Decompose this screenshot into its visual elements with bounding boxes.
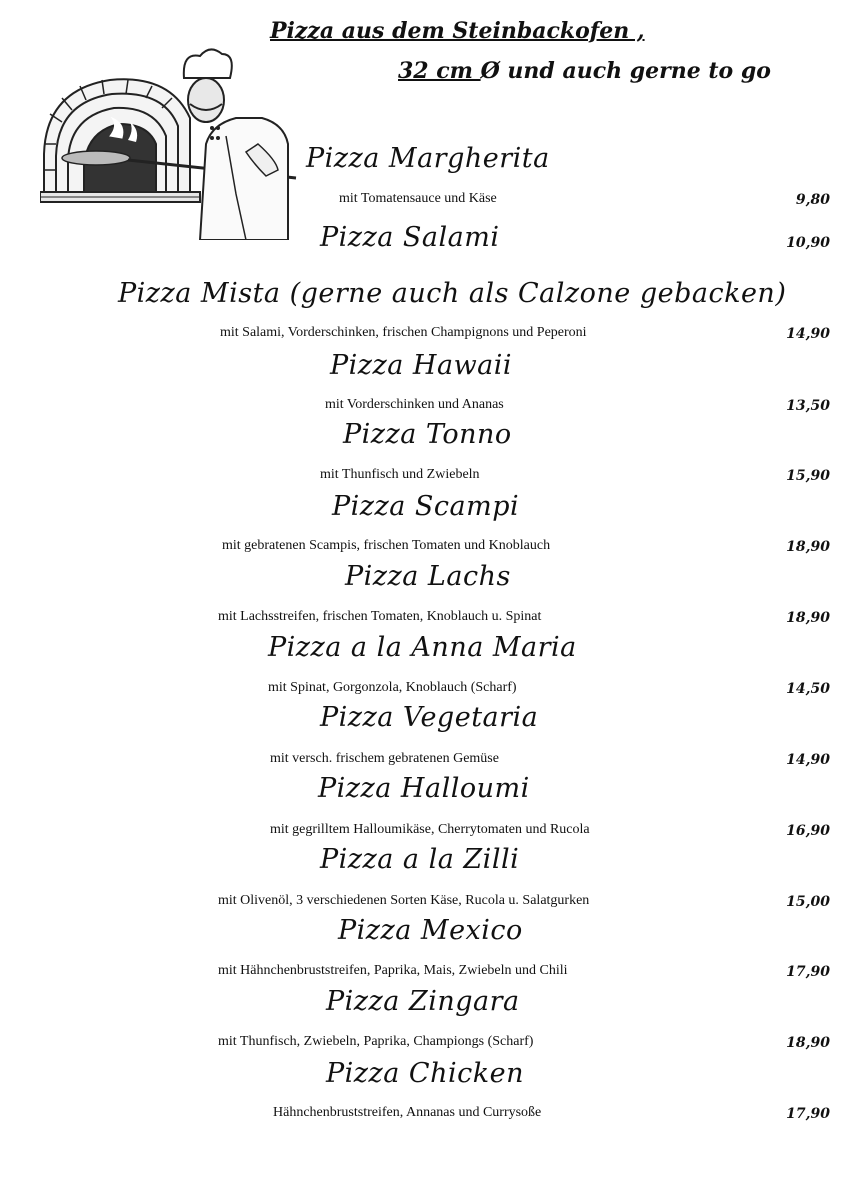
pizza-name: Pizza Lachs <box>345 561 511 592</box>
pizza-description: mit Vorderschinken und Ananas <box>325 397 504 412</box>
pizza-price: 13,50 <box>786 398 830 414</box>
pizza-description: mit versch. frischem gebratenen Gemüse <box>270 751 499 766</box>
size-label: 32 cm <box>398 58 481 84</box>
pizza-name: Pizza Salami <box>320 222 500 253</box>
pizza-name: Pizza a la Zilli <box>320 844 520 875</box>
pizza-description: Hähnchenbruststreifen, Annanas und Currysoße <box>273 1105 542 1120</box>
pizza-price: 14,90 <box>786 326 830 342</box>
menu-title-line-2 <box>398 58 771 84</box>
pizza-price: 15,90 <box>786 468 830 484</box>
menu-title-text: Pizza aus dem Steinbackofen , <box>270 18 645 44</box>
pizza-price: 15,00 <box>786 894 830 910</box>
pizza-price: 14,90 <box>786 752 830 768</box>
pizza-description: mit gegrilltem Halloumikäse, Cherrytomaten und Rucola <box>270 822 590 837</box>
pizza-price: 14,50 <box>786 681 830 697</box>
pizza-description: mit Thunfisch und Zwiebeln <box>320 467 480 482</box>
pizza-name: Pizza Tonno <box>343 419 512 450</box>
pizza-description: mit Tomatensauce und Käse <box>339 191 497 206</box>
pizza-name: Pizza Halloumi <box>318 773 530 804</box>
pizza-name: Pizza Vegetaria <box>320 702 539 733</box>
pizza-description: mit Hähnchenbruststreifen, Paprika, Mais, Zwiebeln und Chili <box>218 963 568 978</box>
pizza-name: Pizza Mista (gerne auch als Calzone gebacken) <box>118 278 787 309</box>
pizza-name: Pizza a la Anna Maria <box>268 632 577 663</box>
pizza-name: Pizza Margherita <box>306 143 550 174</box>
pizza-price: 10,90 <box>786 235 830 251</box>
pizza-chef-oven-icon <box>40 44 302 240</box>
pizza-price: 17,90 <box>786 964 830 980</box>
pizza-name: Pizza Scampi <box>332 491 520 522</box>
pizza-price: 16,90 <box>786 823 830 839</box>
pizza-price: 9,80 <box>795 192 830 208</box>
menu-title-line-1 <box>270 18 645 44</box>
pizza-description: mit Salami, Vorderschinken, frischen Champignons und Peperoni <box>220 325 587 340</box>
pizza-price: 18,90 <box>786 539 830 555</box>
pizza-name: Pizza Chicken <box>326 1058 524 1089</box>
pizza-price: 17,90 <box>786 1106 830 1122</box>
pizza-description: mit Spinat, Gorgonzola, Knoblauch (Scharf) <box>268 680 517 695</box>
pizza-description: mit Thunfisch, Zwiebeln, Paprika, Championgs (Scharf) <box>218 1034 534 1049</box>
pizza-price: 18,90 <box>786 1035 830 1051</box>
size-label-rest: Ø und auch gerne to go <box>480 58 771 84</box>
pizza-description: mit gebratenen Scampis, frischen Tomaten und Knoblauch <box>222 538 551 553</box>
pizza-name: Pizza Hawaii <box>330 350 513 381</box>
pizza-name: Pizza Mexico <box>338 915 523 946</box>
pizza-price: 18,90 <box>786 610 830 626</box>
pizza-description: mit Lachsstreifen, frischen Tomaten, Knoblauch u. Spinat <box>218 609 542 624</box>
pizza-name: Pizza Zingara <box>326 986 520 1017</box>
pizza-description: mit Olivenöl, 3 verschiedenen Sorten Käse, Rucola u. Salatgurken <box>218 893 590 908</box>
